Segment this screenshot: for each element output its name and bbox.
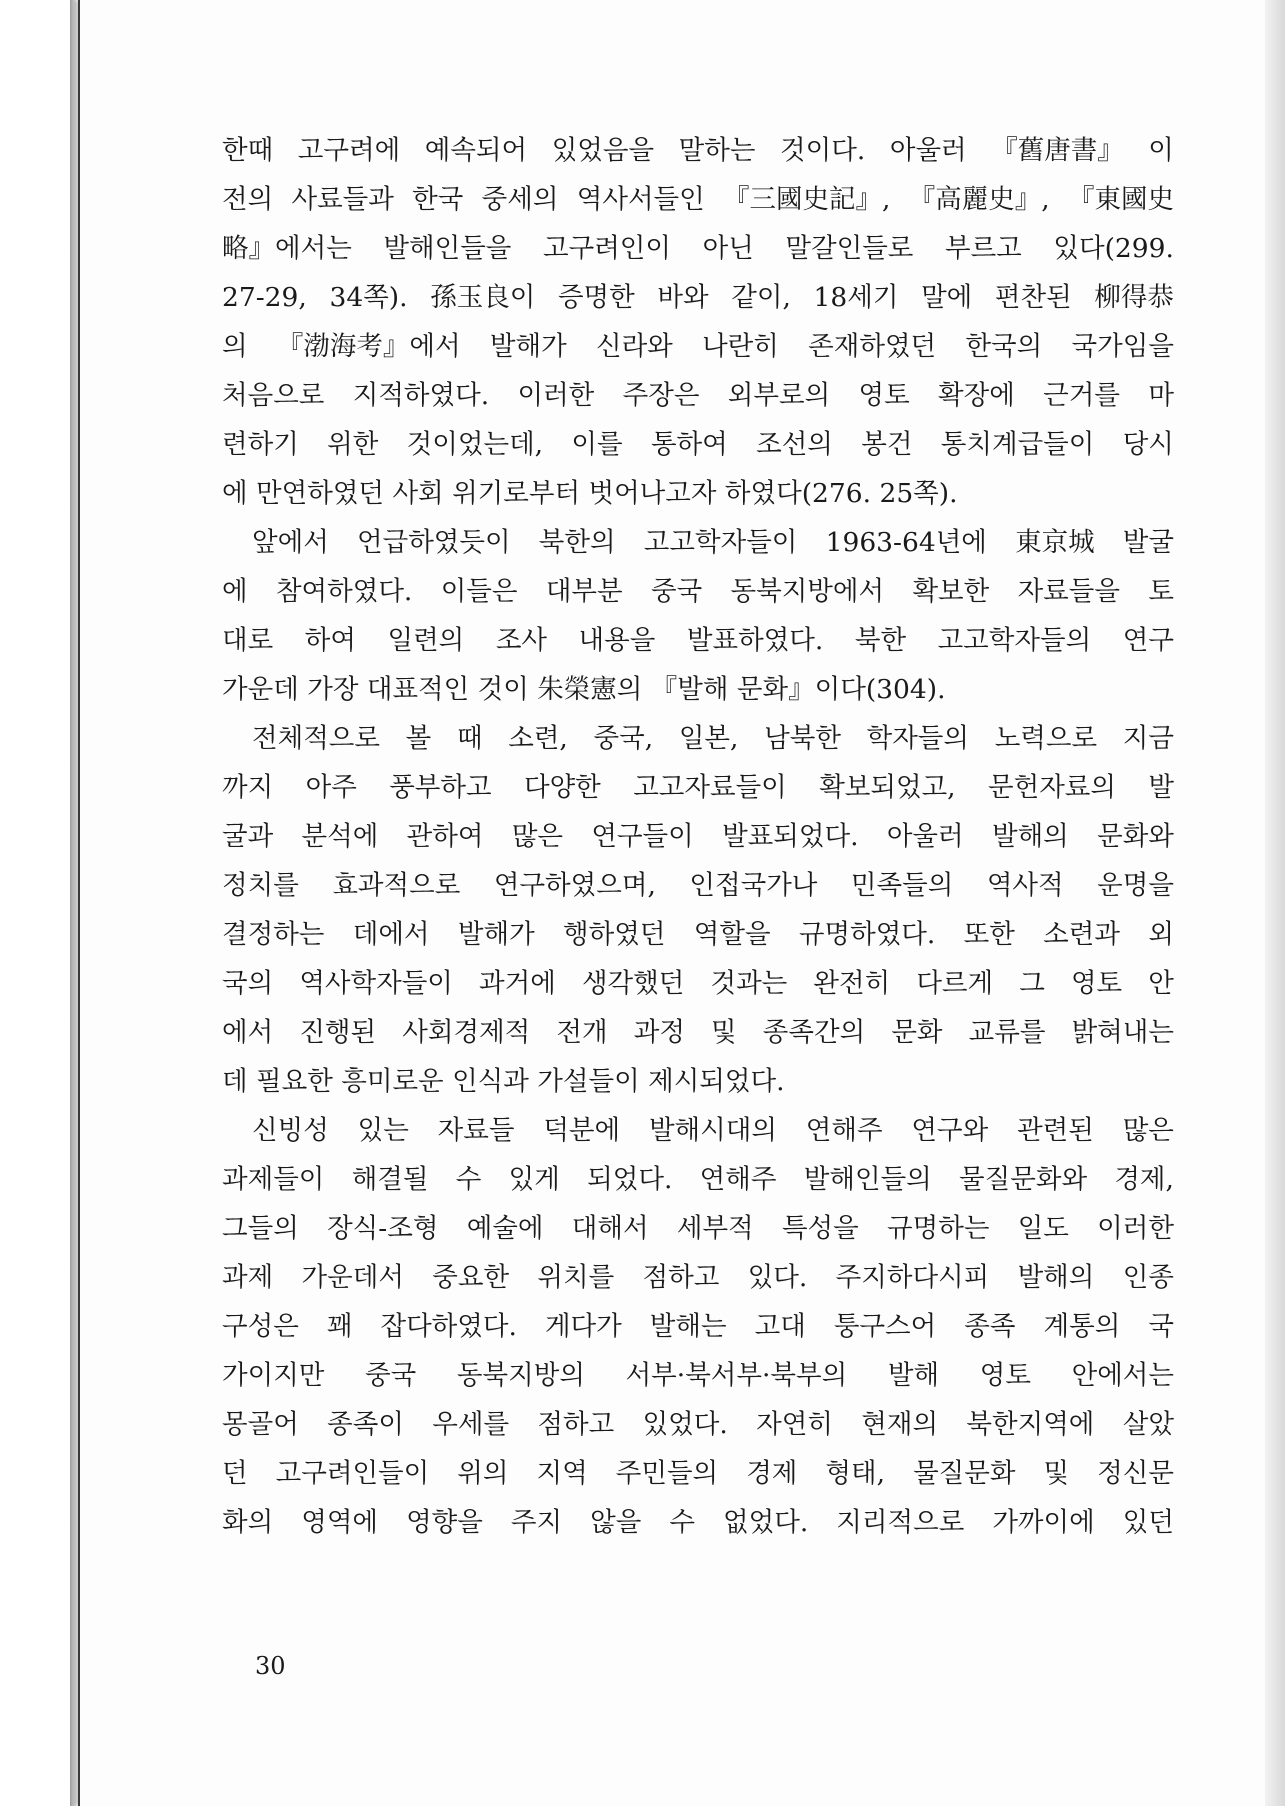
word: 신빙성 <box>252 1115 329 1146</box>
word: 전체적으로 <box>252 723 380 754</box>
word: 특성을 <box>781 1213 859 1244</box>
word: 까지 <box>222 772 274 803</box>
word: 생각했던 <box>581 968 685 999</box>
word: 연해주 <box>805 1115 883 1146</box>
word: 발해인들의 <box>803 1164 932 1195</box>
word: 굴과 <box>222 821 274 852</box>
word: 『三國史記』, <box>723 184 891 215</box>
page-number: 30 <box>255 1652 286 1680</box>
word: 문화와 <box>1097 821 1174 852</box>
paragraph-3 <box>222 714 1174 1106</box>
word: 처음으로 <box>222 380 325 411</box>
word: 남북한 <box>764 723 841 754</box>
word: 연해주 <box>699 1164 777 1195</box>
word: 관련된 <box>1017 1115 1094 1146</box>
word: 『高麗史』, <box>908 184 1050 215</box>
text-line <box>222 322 1174 371</box>
word: 외부로의 <box>727 380 831 411</box>
word: 련하기 <box>222 429 299 460</box>
word: 점하고 <box>537 1409 615 1440</box>
word: 주장은 <box>622 380 700 411</box>
word: 물질문화와 <box>959 1164 1088 1195</box>
text-line <box>222 910 1174 959</box>
word: 발해인들을 <box>383 233 512 264</box>
text-line <box>222 1351 1174 1400</box>
word: 말에 <box>921 282 973 313</box>
word: 발해의 <box>1017 1262 1095 1293</box>
word: 사회경제적 <box>402 1017 531 1048</box>
text-line <box>222 1204 1174 1253</box>
word: 발해 <box>887 1360 940 1391</box>
word: 학자들의 <box>866 723 970 754</box>
word: 당시 <box>1122 429 1174 460</box>
word: 살았 <box>1122 1409 1174 1440</box>
word: 동북지방의 <box>456 1360 585 1391</box>
word: 및 <box>1043 1458 1070 1489</box>
word: 발표하였다. <box>686 625 824 656</box>
word: 자연히 <box>756 1409 833 1440</box>
text-line <box>222 224 1174 273</box>
word: 토 <box>1148 576 1174 607</box>
word: 1963-64년에 <box>825 527 987 558</box>
word: 자료들을 <box>1017 576 1120 607</box>
word: 규명하는 <box>887 1213 990 1244</box>
text-line <box>222 1302 1174 1351</box>
word: 행하였던 <box>563 919 666 950</box>
word: 아울러 <box>886 821 964 852</box>
word: 풍부하고 <box>389 772 492 803</box>
word: 그 <box>1019 968 1045 999</box>
word: 27-29, <box>222 282 307 313</box>
word: 통하여 <box>650 429 728 460</box>
text-line <box>222 518 1174 567</box>
word: 형태, <box>825 1458 886 1489</box>
word: 언급하였듯이 <box>357 527 511 558</box>
word: 東京城 <box>1015 527 1095 558</box>
word: 영토 <box>1070 968 1123 999</box>
word: 운명을 <box>1097 870 1174 901</box>
word: 가운데서 <box>301 1262 404 1293</box>
word: 수 <box>669 1507 695 1538</box>
word: 마 <box>1148 380 1174 411</box>
word: 발굴 <box>1122 527 1174 558</box>
word: 부르고 <box>944 233 1022 264</box>
word: 분석에 <box>301 821 379 852</box>
word: 있다. <box>747 1262 808 1293</box>
word: 『渤海考』에서 <box>276 331 461 362</box>
word: 고고학자들이 <box>643 527 798 558</box>
word: 계통의 <box>1043 1311 1121 1342</box>
word: 영향을 <box>406 1507 483 1538</box>
text-line: 데 필요한 흥미로운 인식과 가설들이 제시되었다. <box>222 1066 785 1097</box>
word: 지역 <box>536 1458 588 1489</box>
text-line <box>222 420 1174 469</box>
text-line <box>222 273 1174 322</box>
word: 세부적 <box>676 1213 754 1244</box>
word: 고대 <box>754 1311 806 1342</box>
word: 柳得恭 <box>1094 282 1174 313</box>
word: 많은 <box>1122 1115 1174 1146</box>
paragraph-2 <box>222 518 1174 714</box>
word: 고구려인들이 <box>275 1458 430 1489</box>
word: 일도 <box>1017 1213 1069 1244</box>
word: 위치를 <box>537 1262 615 1293</box>
text-line <box>222 714 1174 763</box>
word: 34쪽). <box>329 282 408 313</box>
word: 주민들의 <box>615 1458 719 1489</box>
word: 퉁구스어 <box>833 1311 937 1342</box>
text-line <box>222 126 1174 175</box>
word: 발해는 <box>649 1311 727 1342</box>
word: 말하는 <box>678 135 756 166</box>
word: 略』에서는 <box>222 233 352 264</box>
word: 지리적으로 <box>836 1507 965 1538</box>
word: 다르게 <box>916 968 994 999</box>
word: 한국 <box>412 184 464 215</box>
word: 현재의 <box>861 1409 939 1440</box>
word: 가까이에 <box>992 1507 1095 1538</box>
word: 참여하였다. <box>275 576 413 607</box>
paragraph-1 <box>222 126 1174 518</box>
word: 점하고 <box>642 1262 720 1293</box>
word: 안 <box>1148 968 1174 999</box>
word: 게다가 <box>544 1311 622 1342</box>
word: 있었다. <box>642 1409 728 1440</box>
word: 발해시대의 <box>648 1115 777 1146</box>
word: 규명하였다. <box>798 919 936 950</box>
word: 많은 <box>511 821 564 852</box>
word: 않을 <box>590 1507 642 1538</box>
word: 예속되어 <box>424 135 528 166</box>
word: 사료들과 <box>291 184 394 215</box>
word: 종족 <box>964 1311 1016 1342</box>
word: 또한 <box>963 919 1015 950</box>
word: 없었다. <box>723 1507 809 1538</box>
word: 고구려인이 <box>543 233 671 264</box>
word: 때 <box>456 723 483 754</box>
word: 화의 <box>222 1507 274 1538</box>
word: 연구들이 <box>591 821 694 852</box>
word: 위한 <box>327 429 379 460</box>
word: 종족간의 <box>762 1017 866 1048</box>
word: 일련의 <box>387 625 465 656</box>
word: 영역에 <box>301 1507 379 1538</box>
word: 중국 <box>365 1360 417 1391</box>
word: 역사학자들이 <box>299 968 453 999</box>
word: 장식-조형 <box>327 1213 439 1244</box>
text-line <box>222 616 1174 665</box>
word: 문헌자료의 <box>988 772 1116 803</box>
word: 연구 <box>1122 625 1174 656</box>
word: 덕분에 <box>543 1115 621 1146</box>
word: 연구하였으며, <box>493 870 656 901</box>
word: 주지 <box>510 1507 563 1538</box>
word: 하여 <box>304 625 356 656</box>
word: 국가임을 <box>1071 331 1174 362</box>
word: 발해의 <box>991 821 1069 852</box>
word: 있게 <box>508 1164 560 1195</box>
text-line <box>222 1106 1174 1155</box>
word: 진행된 <box>299 1017 377 1048</box>
word: 이를 <box>571 429 623 460</box>
text-line <box>222 812 1174 861</box>
word: 의 <box>222 331 248 362</box>
word: 한국의 <box>965 331 1043 362</box>
text-line <box>222 175 1174 224</box>
word: 주지하다시피 <box>835 1262 990 1293</box>
word: 증명한 <box>557 282 635 313</box>
text-line: 가운데 가장 대표적인 것이 朱榮憲의 『발해 문화』이다(304). <box>222 674 946 705</box>
word: 연구와 <box>911 1115 989 1146</box>
text-line <box>222 1498 1174 1547</box>
word: 이 <box>1148 135 1174 166</box>
word: 『舊唐書』 <box>991 135 1124 166</box>
word: 고고자료들이 <box>633 772 787 803</box>
word: 확보되었고, <box>819 772 956 803</box>
word: 경제 <box>746 1458 798 1489</box>
text-line <box>222 861 1174 910</box>
word: 몽골어 <box>222 1409 299 1440</box>
word: 발 <box>1148 772 1174 803</box>
text-line <box>222 1253 1174 1302</box>
word: 고고학자들의 <box>937 625 1092 656</box>
word: 인접국가나 <box>689 870 818 901</box>
word: 볼 <box>405 723 432 754</box>
page-right-edge <box>1265 0 1285 1806</box>
word: 완전히 <box>813 968 891 999</box>
word: 관하여 <box>406 821 484 852</box>
word: 있던 <box>1122 1507 1174 1538</box>
text-line <box>222 959 1174 1008</box>
word: 되었다. <box>587 1164 673 1195</box>
word: 존재하였던 <box>808 331 937 362</box>
word: 아닌 <box>702 233 754 264</box>
word: 인종 <box>1122 1262 1174 1293</box>
word: 민족들의 <box>850 870 954 901</box>
word: 서부·북서부·북부의 <box>625 1360 848 1391</box>
word: 봉건 <box>861 429 913 460</box>
word: 신라와 <box>595 331 673 362</box>
word: 수 <box>455 1164 482 1195</box>
word: 앞에서 <box>252 527 329 558</box>
word: 소련과 <box>1043 919 1120 950</box>
word: 있다(299. <box>1053 233 1174 264</box>
text-line <box>222 1449 1174 1498</box>
word: 편찬된 <box>994 282 1072 313</box>
word: 아주 <box>305 772 357 803</box>
word: 경제, <box>1114 1164 1174 1195</box>
word: 중요한 <box>432 1262 510 1293</box>
word: 발표되었다. <box>722 821 859 852</box>
word: 소련, <box>508 723 568 754</box>
word: 역할을 <box>693 919 771 950</box>
word: 말갈인들로 <box>785 233 914 264</box>
word: 국 <box>1148 1311 1174 1342</box>
word: 孫玉良이 <box>430 282 536 313</box>
word: 중세의 <box>481 184 559 215</box>
word: 데에서 <box>352 919 430 950</box>
word: 교류를 <box>968 1017 1046 1048</box>
word: 효과적으로 <box>332 870 461 901</box>
word: 발해가 <box>457 919 535 950</box>
word: 종족이 <box>327 1409 404 1440</box>
word: 역사적 <box>986 870 1064 901</box>
text-line <box>222 1155 1174 1204</box>
word: 에서 <box>222 1017 274 1048</box>
word: 이러한 <box>1097 1213 1174 1244</box>
word: 역사서들인 <box>576 184 705 215</box>
word: 확보한 <box>912 576 990 607</box>
word: 과거에 <box>479 968 556 999</box>
word: 대부분 <box>545 576 623 607</box>
word: 문화 <box>891 1017 943 1048</box>
word: 고구려에 <box>297 135 401 166</box>
word: 노력으로 <box>994 723 1098 754</box>
word: 다양한 <box>523 772 601 803</box>
word: 지금 <box>1122 723 1174 754</box>
word: 동북지방에서 <box>730 576 885 607</box>
text-line <box>222 567 1174 616</box>
word: 북한 <box>854 625 907 656</box>
word: 던 <box>222 1458 248 1489</box>
text-line <box>222 763 1174 812</box>
word: 밝혀내는 <box>1071 1017 1174 1048</box>
word: 물질문화 <box>913 1458 1016 1489</box>
word: 예술에 <box>466 1213 544 1244</box>
text-line <box>222 1008 1174 1057</box>
word: 통치계급들이 <box>940 429 1095 460</box>
word: 위의 <box>457 1458 509 1489</box>
word: 자료들 <box>437 1115 515 1146</box>
word: 정신문 <box>1097 1458 1174 1489</box>
text-line: 에 만연하였던 사회 위기로부터 벗어나고자 하였다(276. 25쪽). <box>222 478 958 509</box>
word: 과제 <box>222 1262 274 1293</box>
word: 전개 <box>556 1017 608 1048</box>
word: 있는 <box>357 1115 409 1146</box>
word: 외 <box>1148 919 1174 950</box>
word: 바와 <box>657 282 709 313</box>
word: 및 <box>711 1017 737 1048</box>
body-text <box>222 126 1174 1547</box>
word: 조사 <box>495 625 548 656</box>
word: 에 <box>222 576 248 607</box>
word: 아울러 <box>889 135 967 166</box>
word: 이들은 <box>440 576 518 607</box>
word: 이러한 <box>517 380 595 411</box>
word: 잡다하였다. <box>380 1311 517 1342</box>
word: 영토 <box>979 1360 1031 1391</box>
word: 한때 <box>222 135 274 166</box>
text-line <box>222 371 1174 420</box>
word: 전의 <box>222 184 274 215</box>
word: 북한지역에 <box>966 1409 1095 1440</box>
word: 있었음을 <box>551 135 655 166</box>
word: 일본, <box>678 723 739 754</box>
word: 발해가 <box>489 331 567 362</box>
book-spine-shadow <box>70 0 76 1806</box>
word: 같이, <box>731 282 791 313</box>
word: 북한의 <box>538 527 616 558</box>
word: 안에서는 <box>1071 1360 1174 1391</box>
word: 근거를 <box>1043 380 1120 411</box>
word: 국의 <box>222 968 274 999</box>
word: 대해서 <box>571 1213 649 1244</box>
word: 꽤 <box>326 1311 353 1342</box>
word: 중국, <box>593 723 654 754</box>
word: 것이다. <box>780 135 866 166</box>
word: 지적하였다. <box>352 380 490 411</box>
word: 결정하는 <box>222 919 325 950</box>
word: 우세를 <box>432 1409 510 1440</box>
word: 『東國史 <box>1067 184 1174 215</box>
word: 정치를 <box>222 870 299 901</box>
word: 대로 <box>222 625 274 656</box>
word: 영토 <box>858 380 910 411</box>
word: 18세기 <box>813 282 899 313</box>
word: 것이었는데, <box>406 429 544 460</box>
word: 확장에 <box>938 380 1015 411</box>
text-line <box>222 1400 1174 1449</box>
word: 것과는 <box>710 968 788 999</box>
word: 과제들이 <box>222 1164 325 1195</box>
word: 과정 <box>633 1017 685 1048</box>
word: 그들의 <box>222 1213 299 1244</box>
word: 나란히 <box>702 331 779 362</box>
word: 구성은 <box>222 1311 299 1342</box>
word: 중국 <box>650 576 703 607</box>
word: 내용을 <box>578 625 656 656</box>
word: 조선의 <box>756 429 833 460</box>
paragraph-4 <box>222 1106 1174 1547</box>
word: 가이지만 <box>222 1360 325 1391</box>
word: 해결될 <box>351 1164 429 1195</box>
